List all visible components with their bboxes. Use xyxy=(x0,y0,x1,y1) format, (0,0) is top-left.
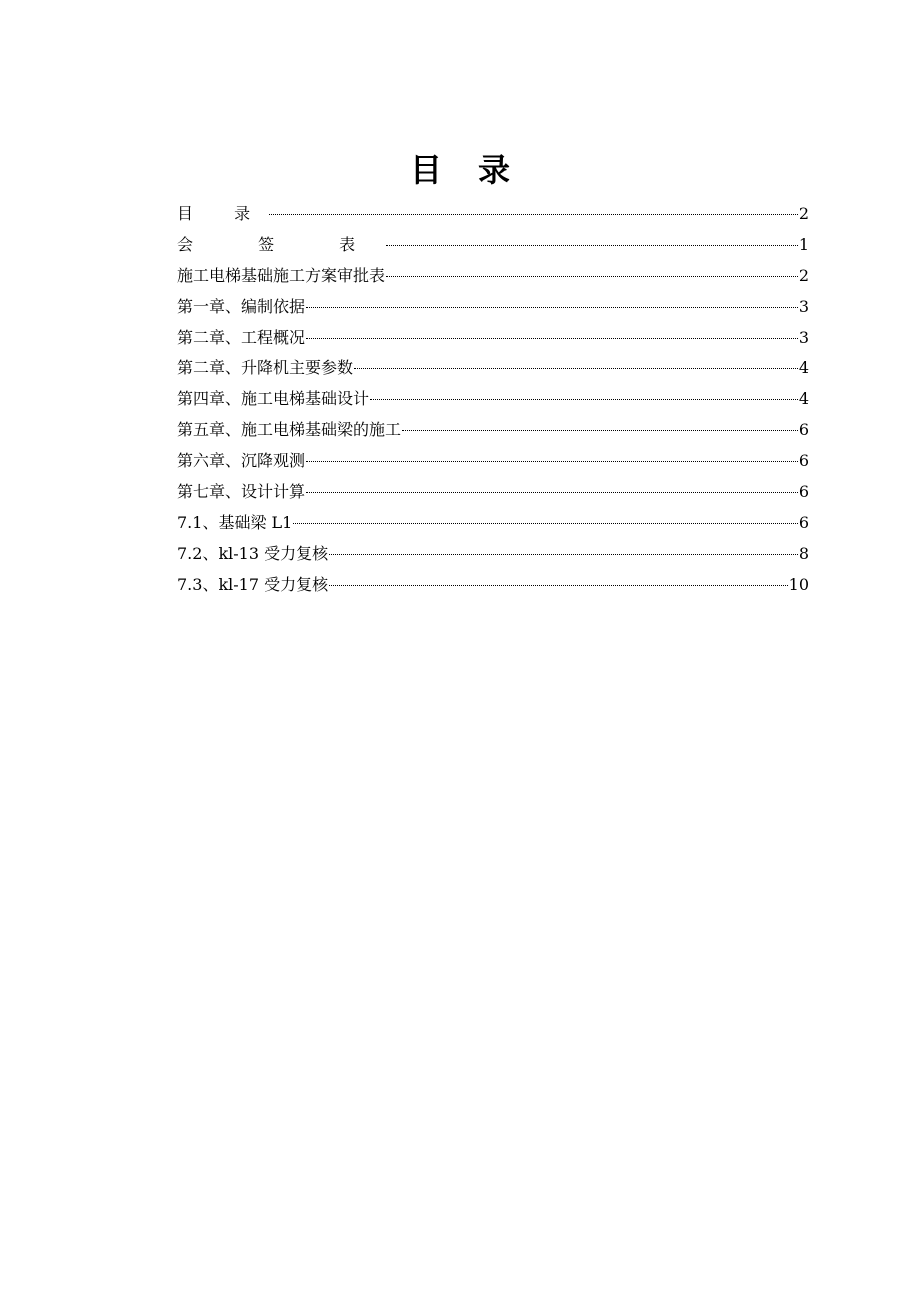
toc-entry-page: 10 xyxy=(788,574,809,594)
toc-entry-label: 第七章、设计计算 xyxy=(177,482,306,502)
toc-entry-section-7-2[interactable] xyxy=(177,539,809,570)
toc-entry-page: 4 xyxy=(798,389,809,409)
toc-entry-label: 施工电梯基础施工方案审批表 xyxy=(177,265,386,285)
toc-entry-chapter-4[interactable] xyxy=(177,384,809,415)
dot-leader xyxy=(370,399,798,400)
toc-entry-page: 6 xyxy=(798,482,809,502)
toc-entry-page: 6 xyxy=(798,420,809,440)
toc-entry-label: 目 录 xyxy=(177,204,269,223)
toc-entry-page: 2 xyxy=(798,204,809,223)
toc-entry-page: 3 xyxy=(798,327,809,347)
dot-leader xyxy=(306,492,798,493)
dot-leader xyxy=(386,245,798,246)
toc-entry-chapter-7[interactable] xyxy=(177,477,809,508)
dot-leader xyxy=(306,461,798,462)
toc-entry-chapter-5[interactable] xyxy=(177,415,809,446)
dot-leader xyxy=(306,338,798,339)
toc-entry-label: 第一章、编制依据 xyxy=(177,296,306,316)
toc-entry-huiqianbiao[interactable] xyxy=(177,230,809,261)
dot-leader xyxy=(402,430,798,431)
dot-leader xyxy=(329,554,798,555)
toc-entry-label: 第六章、沉降观测 xyxy=(177,451,306,471)
dot-leader xyxy=(293,523,797,524)
dot-leader xyxy=(354,368,798,369)
toc-entry-label: 第二章、升降机主要参数 xyxy=(177,358,354,378)
toc-entry-approval-form[interactable] xyxy=(177,261,809,292)
toc-entry-label: 7.2、kl-13 受力复核 xyxy=(177,543,329,563)
toc-entry-section-7-3[interactable] xyxy=(177,570,809,601)
dot-leader xyxy=(386,276,798,277)
toc-entry-chapter-6[interactable] xyxy=(177,446,809,477)
toc-entry-page: 1 xyxy=(798,234,809,254)
toc-entry-page: 6 xyxy=(798,451,809,471)
dot-leader xyxy=(329,585,788,586)
toc-entry-label: 7.3、kl-17 受力复核 xyxy=(177,574,329,594)
dot-leader xyxy=(306,307,798,308)
toc-entry-chapter-3[interactable] xyxy=(177,353,809,384)
toc-entry-chapter-2[interactable] xyxy=(177,323,809,354)
toc-entry-page: 2 xyxy=(798,265,809,285)
toc-entry-page: 8 xyxy=(798,543,809,563)
toc-entry-mulu[interactable] xyxy=(177,199,809,230)
table-of-contents xyxy=(177,199,809,601)
toc-entry-section-7-1[interactable] xyxy=(177,508,809,539)
page-title xyxy=(0,146,920,194)
toc-entry-page: 3 xyxy=(798,296,809,316)
toc-entry-label: 第四章、施工电梯基础设计 xyxy=(177,389,370,409)
toc-entry-label: 会 签 表 xyxy=(177,234,386,254)
title-char-1: 目 xyxy=(409,151,442,189)
title-char-2: 录 xyxy=(478,151,511,189)
toc-entry-page: 6 xyxy=(798,512,809,532)
toc-entry-chapter-1[interactable] xyxy=(177,292,809,323)
toc-entry-label: 7.1、基础梁 L1 xyxy=(177,512,293,532)
dot-leader xyxy=(269,214,798,215)
toc-entry-page: 4 xyxy=(798,358,809,378)
toc-entry-label: 第五章、施工电梯基础梁的施工 xyxy=(177,420,402,440)
toc-entry-label: 第二章、工程概况 xyxy=(177,327,306,347)
